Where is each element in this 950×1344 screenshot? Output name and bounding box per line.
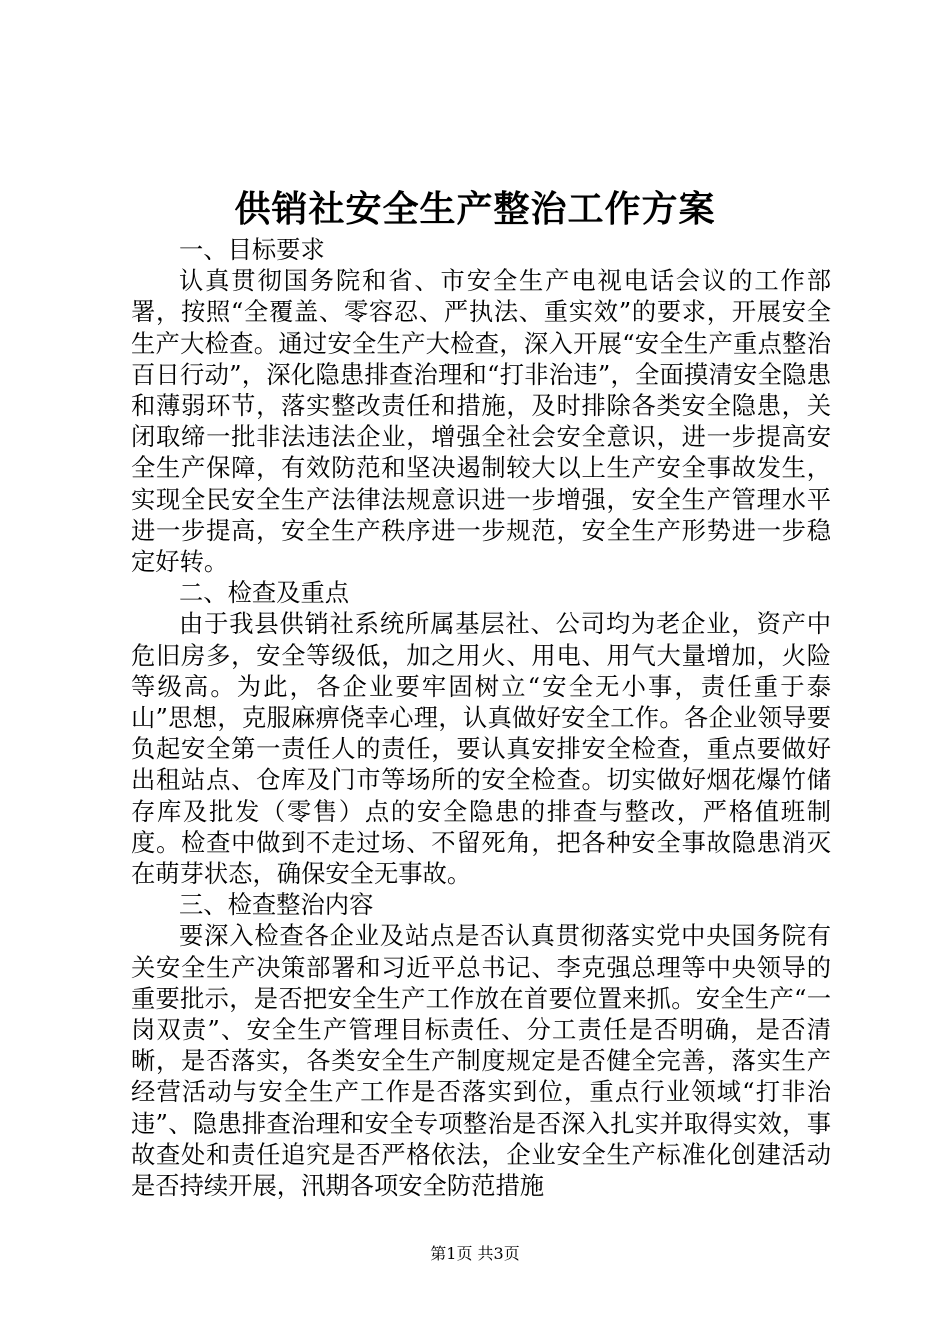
section-paragraph: 认真贯彻国务院和省、市安全生产电视电话会议的工作部署，按照“全覆盖、零容忍、严执法、重实效”的要求，开展安全生产大检查。通过安全生产大检查，深入开展“安全生产重点整治百日行动”，深化隐患排查治理和“打非治违”，全面摸清安全隐患和薄弱环节，落实整改责任和措施，及时排除各类安全隐患，关闭取缔一批非法违法企业，增强全社会安全意识，进一步提高安全生产保障，有效防范和坚决遏制较大以上生产安全事故发生，实现全民安全生产法律法规意识进一步增强，安全生产管理水平进一步提高，安全生产秩序进一步规范，安全生产形势进一步稳定好转。 <box>131 266 831 577</box>
section-paragraph: 由于我县供销社系统所属基层社、公司均为老企业，资产中危旧房多，安全等级低，加之用火、用电、用气大量增加，火险等级高。为此，各企业要牢固树立“安全无小事，责任重于泰山”思想，克服麻痹侥幸心理，认真做好安全工作。各企业领导要负起安全第一责任人的责任，要认真安排安全检查，重点要做好出租站点、仓库及门市等场所的安全检查。切实做好烟花爆竹储存库及批发（零售）点的安全隐患的排查与整改，严格值班制度。检查中做到不走过场、不留死角，把各种安全事故隐患消灭在萌芽状态，确保安全无事故。 <box>131 609 831 889</box>
section-heading: 三、检查整治内容 <box>179 890 374 920</box>
section-heading: 一、目标要求 <box>179 235 325 264</box>
document-body <box>131 234 831 1201</box>
section-paragraph: 要深入检查各企业及站点是否认真贯彻落实党中央国务院有关安全生产决策部署和习近平总书记、李克强总理等中央领导的重要批示，是否把安全生产工作放在首要位置来抓。安全生产“一岗双责”、安全生产管理目标责任、分工责任是否明确，是否清晰，是否落实，各类安全生产制度规定是否健全完善，落实生产经营活动与安全生产工作是否落实到位，重点行业领域“打非治违”、隐患排查治理和安全专项整治是否深入扎实并取得实效，事故查处和责任追究是否严格依法，企业安全生产标准化创建活动是否持续开展，汛期各项安全防范措施 <box>131 921 831 1201</box>
document-title: 供销社安全生产整治工作方案 <box>234 188 716 230</box>
page-number: 第1页 共3页 <box>430 1244 520 1263</box>
section-heading: 二、检查及重点 <box>179 578 350 608</box>
